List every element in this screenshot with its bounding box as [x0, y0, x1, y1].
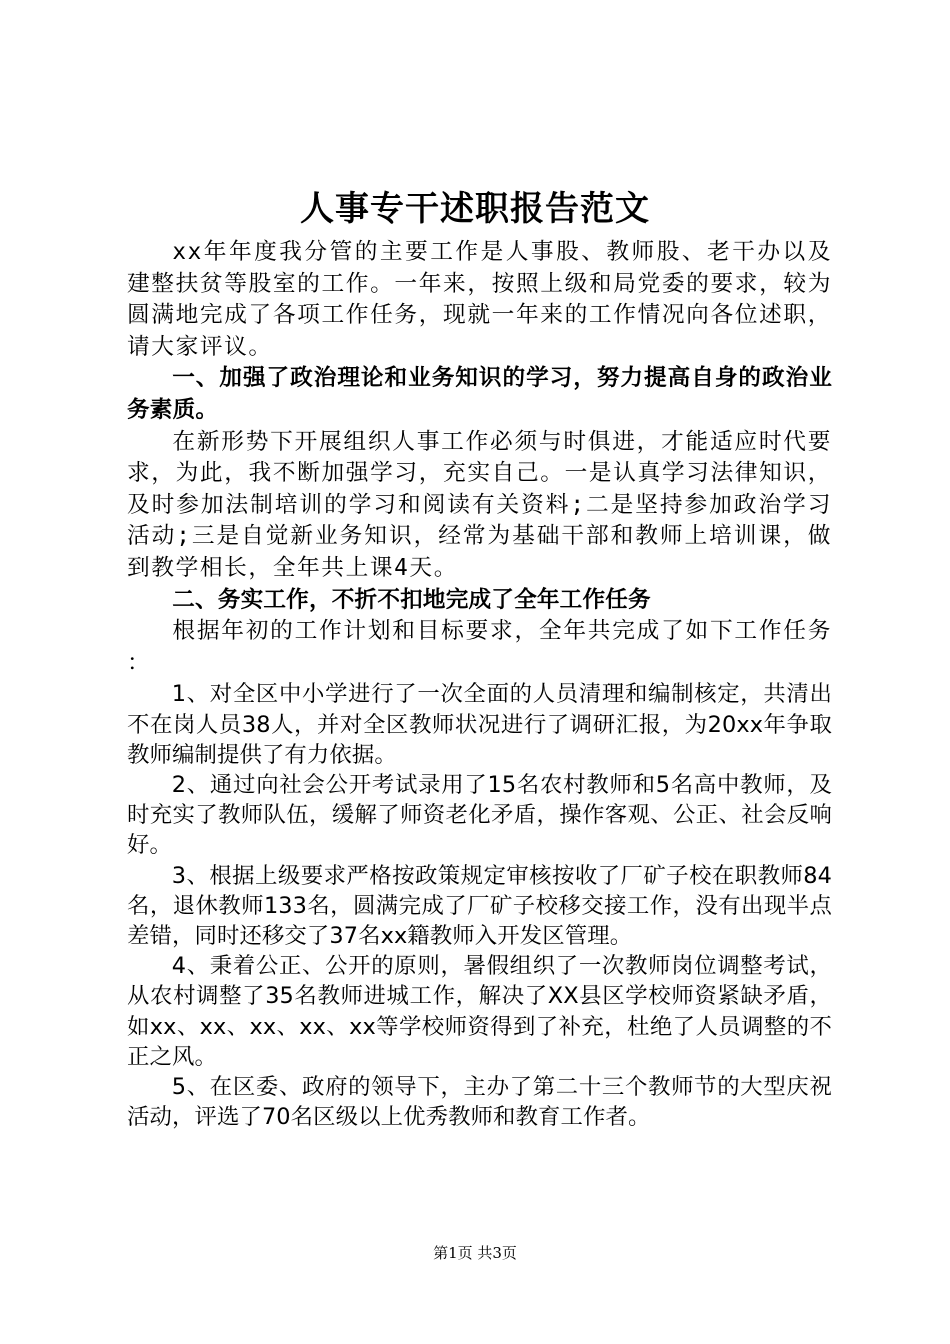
task-item-5: 5、在区委、政府的领导下，主办了第二十三个教师节的大型庆祝活动，评选了70名区级以上优秀教师和教育工作者。 — [127, 1073, 832, 1131]
task-item-3: 3、根据上级要求严格按政策规定审核按收了厂矿子校在职教师84名，退休教师133名，圆满完成了厂矿子校移交接工作，没有出现半点差错，同时还移交了37名xx籍教师入开发区管理。 — [127, 862, 832, 949]
section-heading-2: 二、务实工作，不折不扣地完成了全年工作任务 — [172, 586, 651, 613]
task-item-4: 4、秉着公正、公开的原则，暑假组织了一次教师岗位调整考试，从农村调整了35名教师进城工作，解决了XX县区学校师资紧缺矛盾，如xx、xx、xx、xx、xx等学校师资得到了补充，杜绝了人员调整的不正之风。 — [127, 953, 832, 1070]
document-body — [127, 237, 832, 1132]
paragraph-tasks-intro: 根据年初的工作计划和目标要求，全年共完成了如下工作任务： — [127, 618, 832, 676]
paragraph-intro: xx年年度我分管的主要工作是人事股、教师股、老干办以及建整扶贫等股室的工作。一年来，按照上级和局党委的要求，较为圆满地完成了各项工作任务，现就一年来的工作情况向各位述职，请大家评议。 — [127, 239, 832, 360]
page-footer: 第1页 共3页 — [433, 1244, 517, 1262]
paragraph-study: 在新形势下开展组织人事工作必须与时俱进，才能适应时代要求，为此，我不断加强学习，充实自己。一是认真学习法律知识，及时参加法制培训的学习和阅读有关资料;二是坚持参加政治学习活动;三是自觉新业务知识，经常为基础干部和教师上培训课，做到教学相长，全年共上课4天。 — [127, 428, 832, 581]
task-item-2: 2、通过向社会公开考试录用了15名农村教师和5名高中教师，及时充实了教师队伍，缓解了师资老化矛盾，操作客观、公正、社会反响好。 — [127, 771, 832, 859]
document-title: 人事专干述职报告范文 — [300, 189, 650, 229]
task-item-1: 1、对全区中小学进行了一次全面的人员清理和编制核定，共清出不在岗人员38人，并对全区教师状况进行了调研汇报，为20xx年争取教师编制提供了有力依据。 — [127, 681, 832, 768]
section-heading-1: 一、加强了政治理论和业务知识的学习，努力提高自身的政治业务素质。 — [127, 365, 832, 423]
